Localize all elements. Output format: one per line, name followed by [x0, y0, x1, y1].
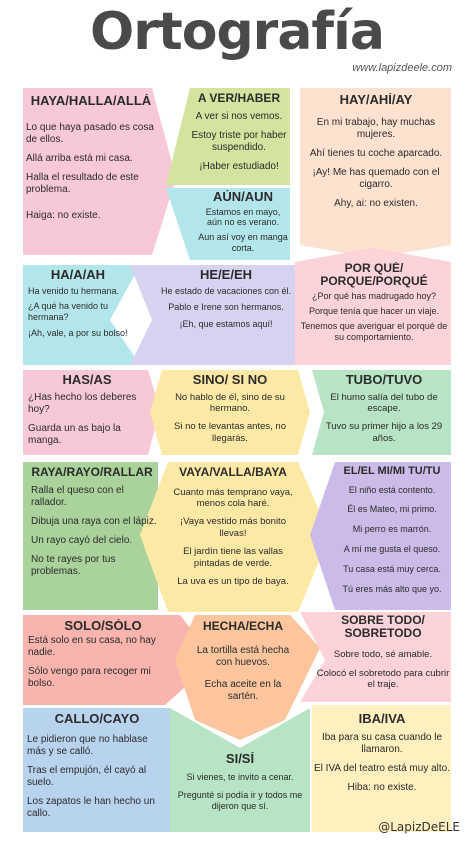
card-porque-line: Tenemos que averiguar el porqué de su comportamiento. [300, 320, 448, 342]
card-has [28, 373, 146, 453]
card-vaya-line: Cuanto más temprano vaya, menos cola haré. [173, 486, 293, 509]
card-si-line: Si vienes, te invito a cenar. [186, 771, 294, 782]
card-hay-line: En mi trabajo, hay muchas mujeres. [316, 116, 436, 140]
card-has-line: Guarda un as bajo la manga. [28, 422, 121, 446]
card-sino-line: Si no te levantas antes, no llegarás. [174, 421, 286, 444]
card-iba-title: IBA/IVA [358, 712, 406, 726]
card-haah-line: ¿A qué ha venido tu hermana? [28, 301, 109, 323]
card-vaya-line: El jardín tiene las vallas pintadas de verde. [183, 546, 283, 569]
card-hay [304, 93, 448, 243]
card-hecha [188, 620, 298, 720]
card-tubo [320, 373, 448, 453]
credit-handle: @LapizDeELE [378, 820, 460, 834]
website-url: www.lapizdeele.com [352, 62, 452, 74]
card-heeh-line: He estado de vacaciones con él. [160, 285, 292, 296]
card-elel-line: Tú eres más alto que yo. [342, 583, 442, 594]
card-haah [28, 268, 128, 363]
card-iba-line: Iba para su casa cuando le llamaron. [321, 731, 443, 755]
card-haah-line: Ha venido tu hermana. [28, 285, 120, 296]
card-haah-line: ¡Ah, vale, a por su bolso! [28, 328, 128, 339]
card-callo-line: Los zapatos le han hecho un callo. [27, 795, 155, 819]
card-aver-line: Estoy triste por haber suspendido. [191, 129, 287, 153]
card-haya-title: HAYA/HALLA/ALLÁ [30, 94, 152, 108]
card-elel-line: El niño está contento. [348, 484, 436, 495]
card-elel-line: A mí me gusta el queso. [343, 543, 441, 554]
card-callo-line: Le pidieron que no hablase más y se calló. [27, 733, 148, 757]
card-elel-line: Él es Mateo, mi primo. [347, 504, 437, 515]
card-aver-line: ¡Haber estudiado! [199, 160, 279, 172]
card-sino-title: SINO/ SI NO [192, 373, 268, 387]
card-haya-line: Allá arriba está mi casa. [26, 152, 133, 164]
card-sobre-title: SOBRE TODO/ SOBRETODO [341, 614, 425, 640]
card-vaya-line: La uva es un tipo de baya. [177, 575, 289, 587]
card-solo-title: SOLO/SÓLO [64, 619, 142, 633]
card-iba-line: El IVA del teatro está muy alto. [314, 762, 450, 774]
card-porque-line: ¿Por qué has madrugado hoy? [311, 291, 437, 302]
card-haya [26, 94, 156, 254]
card-haah-title: HA/A/AH [50, 268, 106, 282]
card-iba [314, 712, 450, 812]
card-aun-line: Estamos en mayo, aún no es verano. [205, 206, 281, 228]
card-aver-title: A VER/HABER [197, 92, 281, 105]
card-raya-line: Dibuja una raya con el lápiz. [31, 515, 157, 527]
card-hay-title: HAY/AHÍ/AY [339, 93, 413, 107]
card-hay-line: Ahy, ai: no existen. [334, 197, 418, 209]
card-raya-line: Ralla el queso con el rallador. [31, 484, 124, 508]
card-solo-line: Sólo vengo para recoger mi bolso. [28, 665, 151, 689]
card-hecha-title: HECHA/ECHA [202, 620, 283, 633]
card-callo-title: CALLO/CAYO [54, 712, 140, 726]
card-si-title: SI/SÍ [225, 752, 255, 766]
card-vaya-title: VAYA/VALLA/BAYA [179, 466, 287, 479]
card-heeh-title: HE/E/EH [199, 268, 252, 282]
card-elel-title: EL/ÉL MI/MÍ TU/TÚ [343, 466, 441, 477]
card-raya-line: Un rayo cayó del cielo. [31, 534, 133, 546]
card-hecha-line: Echa aceite en la sartén. [204, 678, 282, 702]
card-si [172, 752, 308, 830]
card-hay-line: ¡Ay! Me has quemado con el cigarro. [312, 166, 440, 190]
card-aun [198, 190, 288, 258]
card-has-line: ¿Has hecho los deberes hoy? [28, 391, 137, 415]
card-heeh [160, 268, 292, 363]
card-elel-line: Mi perro es marrón. [352, 524, 432, 535]
card-porque-line: Porque tenía que hacer un viaje. [308, 305, 440, 316]
card-tubo-title: TUBO/TUVO [345, 373, 423, 387]
card-raya-line: No te rayes por tus problemas. [31, 553, 116, 577]
card-sino [164, 373, 296, 453]
card-solo [28, 619, 178, 704]
card-hecha-line: La tortilla está hecha con huevos. [196, 644, 290, 668]
card-elel [334, 466, 450, 610]
card-iba-line: Hiba: no existe. [347, 781, 417, 793]
card-haya-line: Lo que haya pasado es cosa de ellos. [26, 121, 154, 145]
card-has-title: HAS/AS [62, 373, 112, 387]
page-title: Ortografía [90, 2, 384, 62]
card-aun-title: AÚN/AUN [213, 190, 273, 204]
card-aver [190, 92, 288, 184]
card-heeh-line: Pablo e Irene son hermanos. [168, 302, 284, 313]
card-si-line: Pregunté si podía ir y todos me dijeron que sí. [177, 790, 303, 812]
card-callo [27, 712, 167, 830]
card-aver-line: A ver si nos vemos. [195, 110, 283, 122]
card-sobre [316, 614, 450, 702]
card-tubo-line: El humo salía del tubo de escape. [330, 391, 438, 415]
card-aun-line: Aun así voy en manga corta. [198, 232, 288, 254]
card-heeh-line: ¡Eh, que estamos aquí! [179, 319, 273, 330]
card-elel-line: Tu casa está muy cerca. [343, 563, 441, 574]
card-sobre-line: Colocó el sobretodo para cubrir el traje. [316, 667, 450, 690]
card-solo-line: Está solo en su casa, no hay nadie. [28, 634, 156, 658]
card-porque [300, 262, 448, 364]
card-callo-line: Tras el empujón, él cayó al suelo. [27, 764, 147, 788]
card-raya-title: RAYA/RAYO/RALLAR [31, 466, 153, 479]
card-porque-title: POR QUÉ/ PORQUE/PORQUÉ [320, 262, 428, 288]
card-sobre-line: Sobre todo, sé amable. [333, 649, 433, 661]
card-haya-line: Halla el resultado de este problema. [26, 171, 139, 195]
card-vaya [166, 466, 300, 610]
card-hay-line: Ahí tienes tu coche aparcado. [309, 147, 443, 159]
card-sino-line: No hablo de él, sino de su hermano. [175, 391, 285, 415]
card-vaya-line: ¡Vaya vestido más bonito llevas! [180, 516, 286, 539]
card-tubo-line: Tuvo su primer hijo a los 29 años. [325, 421, 443, 444]
card-raya [27, 466, 157, 609]
card-haya-line: Haiga: no existe. [26, 209, 101, 221]
